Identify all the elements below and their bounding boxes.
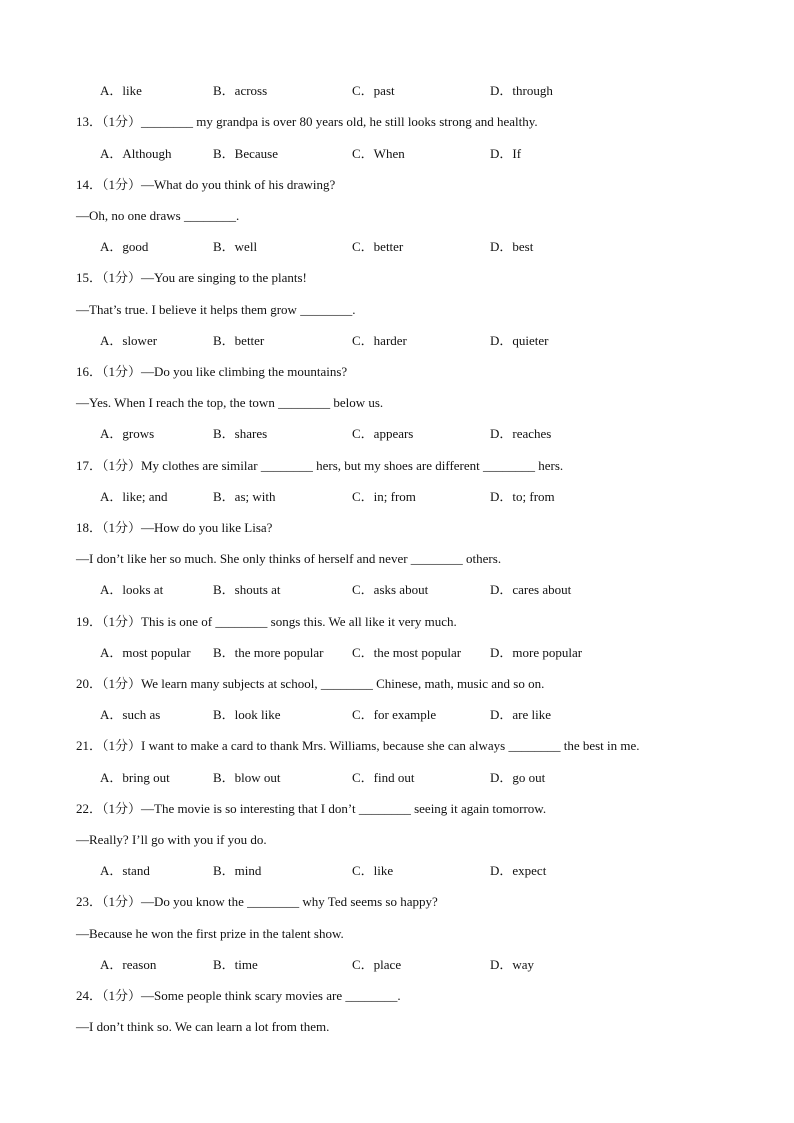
option-b: B．mind <box>213 863 262 878</box>
option-a: A．like; and <box>100 489 168 504</box>
option-d: D．cares about <box>490 582 572 597</box>
option-a: A．like <box>100 83 142 98</box>
option-a: A．reason <box>100 957 157 972</box>
option-d: D．go out <box>490 770 546 785</box>
option-b: B．shouts at <box>213 582 281 597</box>
option-c: C．appears <box>352 426 414 441</box>
option-c: C．better <box>352 239 404 254</box>
option-b: B．across <box>213 83 268 98</box>
q15-reply: —That’s true. I believe it helps them grow ________. <box>76 302 356 317</box>
option-d: D．through <box>490 83 553 98</box>
option-c: C．for example <box>352 707 437 722</box>
q15-stem: 15．（1分）—You are singing to the plants! <box>76 270 307 285</box>
q24-reply: —I don’t think so. We can learn a lot from them. <box>76 1019 330 1034</box>
q18-reply: —I don’t like her so much. She only thinks of herself and never ________ others. <box>76 551 502 566</box>
q17-stem: 17．（1分）My clothes are similar ________ hers, but my shoes are different ________ hers. <box>76 458 564 473</box>
option-a: A．Although <box>100 146 172 161</box>
option-c: C．asks about <box>352 582 429 597</box>
option-b: B．shares <box>213 426 268 441</box>
option-b: B．as; with <box>213 489 276 504</box>
option-a: A．looks at <box>100 582 164 597</box>
option-a: A．good <box>100 239 149 254</box>
q24-stem: 24．（1分）—Some people think scary movies are ________. <box>76 988 401 1003</box>
option-d: D．to; from <box>490 489 555 504</box>
option-b: B．look like <box>213 707 281 722</box>
option-d: D．reaches <box>490 426 552 441</box>
option-d: D．more popular <box>490 645 583 660</box>
q21-stem: 21．（1分）I want to make a card to thank Mrs. Williams, because she can always ________ the best in me. <box>76 738 640 753</box>
q19-stem: 19．（1分）This is one of ________ songs this. We all like it very much. <box>76 614 457 629</box>
option-a: A．grows <box>100 426 155 441</box>
q14-stem: 14．（1分）—What do you think of his drawing? <box>76 177 336 192</box>
option-c: C．place <box>352 957 402 972</box>
option-a: A．most popular <box>100 645 191 660</box>
option-b: B．blow out <box>213 770 281 785</box>
option-b: B．better <box>213 333 265 348</box>
q16-stem: 16．（1分）—Do you like climbing the mountains? <box>76 364 348 379</box>
option-d: D．expect <box>490 863 547 878</box>
option-c: C．the most popular <box>352 645 462 660</box>
q22-reply: —Really? I’ll go with you if you do. <box>76 832 267 847</box>
option-b: B．time <box>213 957 258 972</box>
option-c: C．in; from <box>352 489 416 504</box>
option-b: B．the more popular <box>213 645 324 660</box>
q13-stem: 13．（1分）________ my grandpa is over 80 years old, he still looks strong and healthy. <box>76 114 538 129</box>
q23-reply: —Because he won the first prize in the talent show. <box>76 926 344 941</box>
q14-reply: —Oh, no one draws ________. <box>76 208 240 223</box>
option-c: C．past <box>352 83 395 98</box>
option-b: B．well <box>213 239 258 254</box>
q22-stem: 22．（1分）—The movie is so interesting that I don’t ________ seeing it again tomorrow. <box>76 801 547 816</box>
option-d: D．quieter <box>490 333 549 348</box>
option-c: C．When <box>352 146 405 161</box>
option-c: C．harder <box>352 333 407 348</box>
option-d: D．are like <box>490 707 552 722</box>
option-a: A．bring out <box>100 770 170 785</box>
q16-reply: —Yes. When I reach the top, the town ________ below us. <box>76 395 384 410</box>
option-d: D．way <box>490 957 535 972</box>
option-a: A．slower <box>100 333 158 348</box>
q23-stem: 23．（1分）—Do you know the ________ why Ted seems so happy? <box>76 894 438 909</box>
option-a: A．stand <box>100 863 150 878</box>
option-d: D．best <box>490 239 534 254</box>
option-d: D．If <box>490 146 522 161</box>
option-b: B．Because <box>213 146 278 161</box>
option-a: A．such as <box>100 707 161 722</box>
q18-stem: 18．（1分）—How do you like Lisa? <box>76 520 273 535</box>
q20-stem: 20．（1分）We learn many subjects at school, ________ Chinese, math, music and so on. <box>76 676 545 691</box>
option-c: C．like <box>352 863 394 878</box>
option-c: C．find out <box>352 770 415 785</box>
